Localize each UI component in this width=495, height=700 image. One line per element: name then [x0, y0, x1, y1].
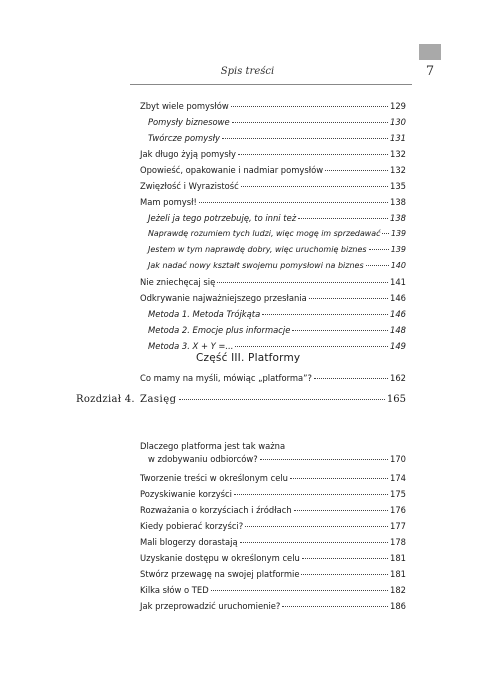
toc-entry: Zwięzłość i Wyrazistość 135: [140, 181, 406, 191]
chapter-heading: [76, 394, 406, 405]
toc-entry-wrapped: Dlaczego platforma jest tak ważna w zdobywaniu odbiorców? 170: [140, 441, 406, 464]
toc-entry: Pozyskiwanie korzyści 175: [140, 489, 406, 499]
toc-entry: Tworzenie treści w określonym celu 174: [140, 473, 406, 483]
toc-subentry: Twórcze pomysły 131: [148, 133, 406, 143]
part-heading: Część III. Platformy: [196, 352, 301, 364]
toc-entry: Kiedy pobierać korzyści? 177: [140, 521, 406, 531]
toc-entry: Mali blogerzy dorastają 178: [140, 537, 406, 547]
chapter-label: Rozdział 4.: [76, 394, 135, 405]
toc-subentry: Naprawdę rozumiem tych ludzi, więc mogę im sprzedawać 139: [148, 229, 406, 238]
toc-subentry: Jak nadać nowy kształt swojemu pomysłowi na biznes 140: [148, 261, 406, 270]
toc-subentry: Metoda 3. X + Y =... 149: [148, 341, 406, 351]
toc-entry: Opowieść, opakowanie i nadmiar pomysłów 132: [140, 165, 406, 175]
toc-entry: Kilka słów o TED 182: [140, 585, 406, 595]
toc-entry: Uzyskanie dostępu w określonym celu 181: [140, 553, 406, 563]
toc-entry: Co mamy na myśli, mówiąc „platforma”? 162: [140, 373, 406, 383]
page-number-tab: [419, 44, 441, 60]
toc-entry: Zbyt wiele pomysłów 129: [140, 101, 406, 111]
toc-entry: Jak przeprowadzić uruchomienie? 186: [140, 601, 406, 611]
header-divider: [130, 84, 412, 85]
toc-subentry: Metoda 1. Metoda Trójkąta 146: [148, 309, 406, 319]
chapter-page: 165: [386, 394, 406, 405]
chapter-title: Zasięg: [140, 394, 177, 405]
toc-entry: Stwórz przewagę na swojej platformie 181: [140, 569, 406, 579]
toc-subentry: Metoda 2. Emocje plus informacje 148: [148, 325, 406, 335]
toc-entry: Nie zniechęcaj się 141: [140, 277, 406, 287]
page-number: 7: [425, 64, 435, 79]
toc-subentry: Jestem w tym naprawdę dobry, więc uruchomię biznes 139: [148, 245, 406, 254]
toc-entry: Mam pomysł! 138: [140, 197, 406, 207]
toc-entry: Odkrywanie najważniejszego przesłania 146: [140, 293, 406, 303]
toc-subentry: Jeżeli ja tego potrzebuję, to inni też 138: [148, 213, 406, 223]
toc-entry: Jak długo żyją pomysły 132: [140, 149, 406, 159]
running-header: Spis treści: [220, 66, 275, 77]
toc-subentry: Pomysły biznesowe 130: [148, 117, 406, 127]
toc-entry: Rozważania o korzyściach i źródłach 176: [140, 505, 406, 515]
